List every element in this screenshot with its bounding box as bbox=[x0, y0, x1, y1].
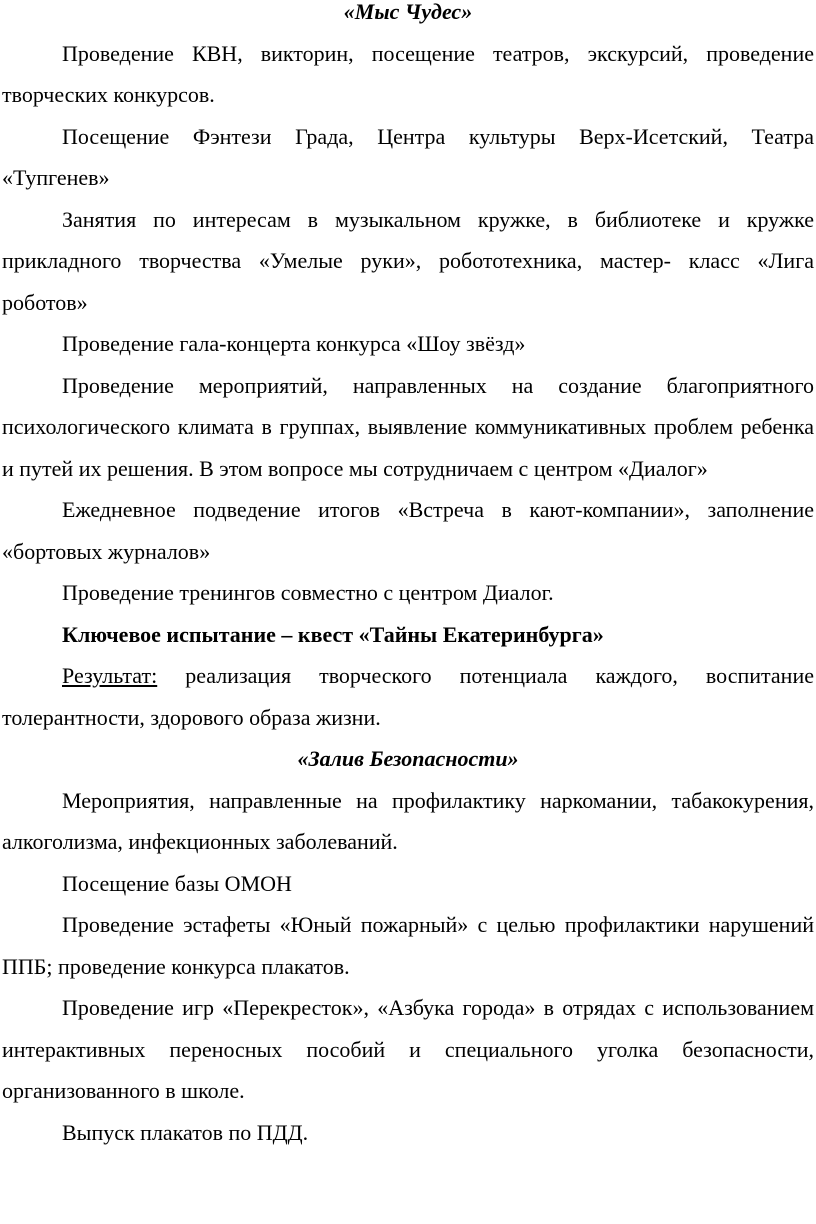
paragraph: Проведение тренингов совместно с центром Диалог. bbox=[62, 580, 554, 605]
result-paragraph bbox=[2, 655, 814, 738]
result-text: реализация творческого потенциала каждого, воспитание толерантности, здорового образа жизни. bbox=[2, 663, 814, 730]
paragraph: Проведение гала-концерта конкурса «Шоу звёзд» bbox=[62, 331, 526, 356]
paragraph: Проведение мероприятий, направленных на создание благоприятного психологического климата в группах, выявление коммуникативных проблем ребенка и путей их решения. В этом вопросе мы сотрудничаем с центром «Диалог» bbox=[2, 372, 814, 481]
result-label: Результат: bbox=[62, 663, 158, 688]
paragraph: Ежедневное подведение итогов «Встреча в кают-компании», заполнение «бортовых журналов» bbox=[2, 497, 814, 564]
paragraph: Выпуск плакатов по ПДД. bbox=[62, 1119, 309, 1145]
paragraph: Занятия по интересам в музыкальном кружке, в библиотеке и кружке прикладного творчества «Умелые руки», робототехника, мастер- класс «Лига роботов» bbox=[2, 206, 814, 315]
section-title-mys-chudes: «Мыс Чудес» bbox=[343, 0, 473, 24]
key-test-heading: Ключевое испытание – квест «Тайны Екатеринбурга» bbox=[62, 621, 604, 647]
paragraph: Проведение КВН, викторин, посещение театров, экскурсий, проведение творческих конкурсов. bbox=[2, 40, 814, 107]
section-title-zaliv-bezopasnosti: «Залив Безопасности» bbox=[297, 746, 519, 771]
paragraph: Проведение эстафеты «Юный пожарный» с целью профилактики нарушений ППБ; проведение конкурса плакатов. bbox=[2, 912, 814, 979]
paragraph: Посещение Фэнтези Града, Центра культуры Верх-Исетский, Театра «Тупгенев» bbox=[2, 123, 814, 190]
paragraph: Посещение базы ОМОН bbox=[62, 870, 292, 896]
paragraph: Проведение игр «Перекресток», «Азбука города» в отрядах с использованием интерактивных переносных пособий и специального уголка безопасности, организованного в школе. bbox=[2, 995, 814, 1103]
paragraph: Мероприятия, направленные на профилактику наркомании, табакокурения, алкоголизма, инфекционных заболеваний. bbox=[2, 787, 814, 854]
